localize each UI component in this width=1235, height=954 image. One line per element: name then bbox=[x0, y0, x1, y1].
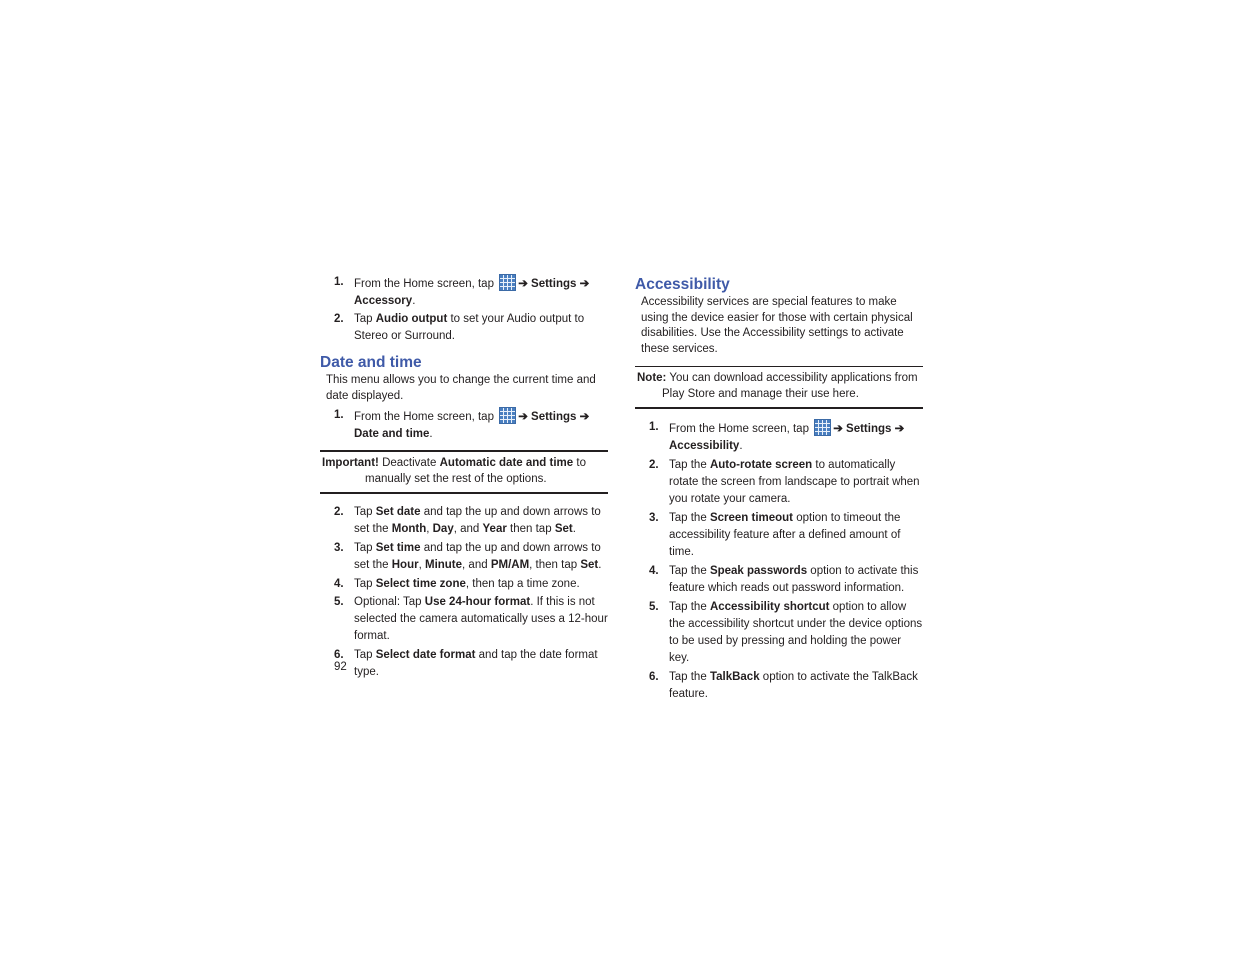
punct: . bbox=[598, 559, 602, 571]
arrow: ➔ bbox=[518, 411, 528, 423]
note-label: Note: bbox=[637, 372, 667, 384]
step-text: Tap bbox=[354, 649, 373, 661]
step-text: and tap the date format type. bbox=[354, 649, 598, 678]
step-text: Tap bbox=[354, 313, 373, 325]
settings-label: Settings bbox=[846, 423, 892, 435]
month-label: Month bbox=[391, 523, 427, 535]
step-text: Tap bbox=[354, 578, 373, 590]
step-text: Tap bbox=[354, 542, 373, 554]
note-text-block bbox=[637, 371, 921, 402]
punct: . bbox=[739, 440, 743, 452]
arrow: ➔ bbox=[894, 423, 905, 435]
select-time-zone-label: Select time zone bbox=[375, 578, 466, 590]
step-text: Tap the bbox=[669, 671, 707, 683]
step-2-audio-output bbox=[320, 311, 608, 345]
date-step-3 bbox=[320, 540, 608, 574]
important-label: Important! bbox=[322, 457, 379, 469]
arrow: ➔ bbox=[518, 278, 528, 290]
apps-grid-icon bbox=[499, 407, 516, 424]
accessibility-step-6 bbox=[635, 669, 923, 703]
punct: , bbox=[418, 559, 422, 571]
settings-label: Settings bbox=[531, 278, 577, 290]
arrow: ➔ bbox=[579, 278, 590, 290]
step-text: and tap the up and down arrows to set the bbox=[354, 506, 601, 535]
date-step-2 bbox=[320, 504, 608, 538]
date-step-6 bbox=[320, 647, 608, 681]
step-number: 5. bbox=[334, 596, 344, 608]
arrow: ➔ bbox=[833, 423, 843, 435]
select-date-format-label: Select date format bbox=[375, 649, 476, 661]
step-text: then tap bbox=[510, 523, 552, 535]
step-text: From the Home screen, tap bbox=[354, 278, 494, 290]
step-text: From the Home screen, tap bbox=[354, 411, 494, 423]
step-text: Tap the bbox=[669, 459, 707, 471]
note-box bbox=[635, 366, 923, 409]
date-step-5 bbox=[320, 594, 608, 645]
arrow: ➔ bbox=[579, 411, 590, 423]
punct: , bbox=[426, 523, 430, 535]
page-number: 92 bbox=[334, 661, 347, 673]
date-step-1 bbox=[320, 407, 608, 443]
accessibility-step-5 bbox=[635, 599, 923, 667]
step-number: 1. bbox=[649, 421, 659, 433]
note-text: to manually set the rest of the options. bbox=[365, 457, 586, 485]
accessibility-step-2 bbox=[635, 457, 923, 508]
step-text: , then tap a time zone. bbox=[465, 578, 580, 590]
step-text: option to timeout the accessibility feature after a defined amount of time. bbox=[669, 512, 901, 558]
set-time-label: Set time bbox=[375, 542, 421, 554]
date-and-time-heading: Date and time bbox=[320, 354, 422, 371]
accessibility-step-4 bbox=[635, 563, 923, 597]
step-number: 5. bbox=[649, 601, 659, 613]
pm-am-label: PM/AM bbox=[490, 559, 530, 571]
step-number: 4. bbox=[334, 578, 344, 590]
set-label: Set bbox=[580, 559, 599, 571]
settings-label: Settings bbox=[531, 411, 577, 423]
apps-grid-icon bbox=[499, 274, 516, 291]
step-text: From the Home screen, tap bbox=[669, 423, 809, 435]
date-intro: This menu allows you to change the current time and date displayed. bbox=[326, 374, 596, 402]
date-step-4 bbox=[320, 576, 608, 593]
accessibility-step-1 bbox=[635, 419, 923, 455]
step-text: . If this is not selected the camera automatically uses a 12-hour format. bbox=[354, 596, 608, 642]
step-text: to automatically rotate the screen from landscape to portrait when you rotate your camera. bbox=[669, 459, 920, 505]
audio-output-label: Audio output bbox=[375, 313, 448, 325]
day-label: Day bbox=[432, 523, 454, 535]
step-text: Optional: Tap bbox=[354, 596, 422, 608]
step-text: option to activate this feature which reads out password information. bbox=[669, 565, 919, 594]
step-text: , and bbox=[462, 559, 488, 571]
step-text: option to activate the TalkBack feature. bbox=[669, 671, 918, 700]
step-number: 6. bbox=[649, 671, 659, 683]
step-text: to set your Audio output to Stereo or Surround. bbox=[354, 313, 585, 342]
accessibility-intro: Accessibility services are special features to make using the device easier for those with certain physical disabilities. Use the Accessibility settings to activate these services. bbox=[641, 296, 913, 355]
use-24-hour-format-label: Use 24-hour format bbox=[424, 596, 531, 608]
step-number: 2. bbox=[334, 506, 344, 518]
step-number: 1. bbox=[334, 276, 344, 288]
accessibility-step-3 bbox=[635, 510, 923, 561]
year-label: Year bbox=[482, 523, 507, 535]
step-number: 1. bbox=[334, 409, 344, 421]
step-number: 2. bbox=[649, 459, 659, 471]
speak-passwords-label: Speak passwords bbox=[709, 565, 808, 577]
automatic-date-time-label: Automatic date and time bbox=[439, 457, 574, 469]
left-column bbox=[320, 274, 608, 681]
punct: . bbox=[429, 428, 433, 440]
set-label: Set bbox=[554, 523, 573, 535]
step-number: 6. bbox=[334, 649, 344, 661]
important-note bbox=[320, 450, 608, 494]
talkback-label: TalkBack bbox=[709, 671, 760, 683]
step-text: Tap the bbox=[669, 565, 707, 577]
important-text bbox=[322, 456, 606, 487]
step-text: , then tap bbox=[529, 559, 578, 571]
note-text: Deactivate bbox=[382, 457, 437, 469]
apps-grid-icon bbox=[814, 419, 831, 436]
step-text: Tap the bbox=[669, 601, 707, 613]
auto-rotate-screen-label: Auto-rotate screen bbox=[709, 459, 813, 471]
step-number: 3. bbox=[334, 542, 344, 554]
step-number: 2. bbox=[334, 313, 344, 325]
accessory-label: Accessory bbox=[354, 295, 413, 307]
accessibility-label: Accessibility bbox=[669, 440, 740, 452]
step-text: , and bbox=[453, 523, 480, 535]
accessibility-heading: Accessibility bbox=[635, 276, 730, 293]
date-and-time-label: Date and time bbox=[354, 428, 430, 440]
step-number: 3. bbox=[649, 512, 659, 524]
set-date-label: Set date bbox=[375, 506, 421, 518]
punct: . bbox=[572, 523, 576, 535]
step-text: and tap the up and down arrows to set the bbox=[354, 542, 601, 571]
right-column bbox=[635, 274, 923, 703]
note-text: You can download accessibility applications from Play Store and manage their use here. bbox=[662, 372, 918, 400]
step-number: 4. bbox=[649, 565, 659, 577]
hour-label: Hour bbox=[391, 559, 419, 571]
minute-label: Minute bbox=[424, 559, 463, 571]
screen-timeout-label: Screen timeout bbox=[709, 512, 794, 524]
step-text: Tap bbox=[354, 506, 373, 518]
step-text: option to allow the accessibility shortcut under the device options to be used by pressing and holding the power key. bbox=[669, 601, 923, 664]
accessibility-shortcut-label: Accessibility shortcut bbox=[709, 601, 830, 613]
punct: . bbox=[412, 295, 416, 307]
step-text: Tap the bbox=[669, 512, 707, 524]
step-1-accessory bbox=[320, 274, 608, 310]
